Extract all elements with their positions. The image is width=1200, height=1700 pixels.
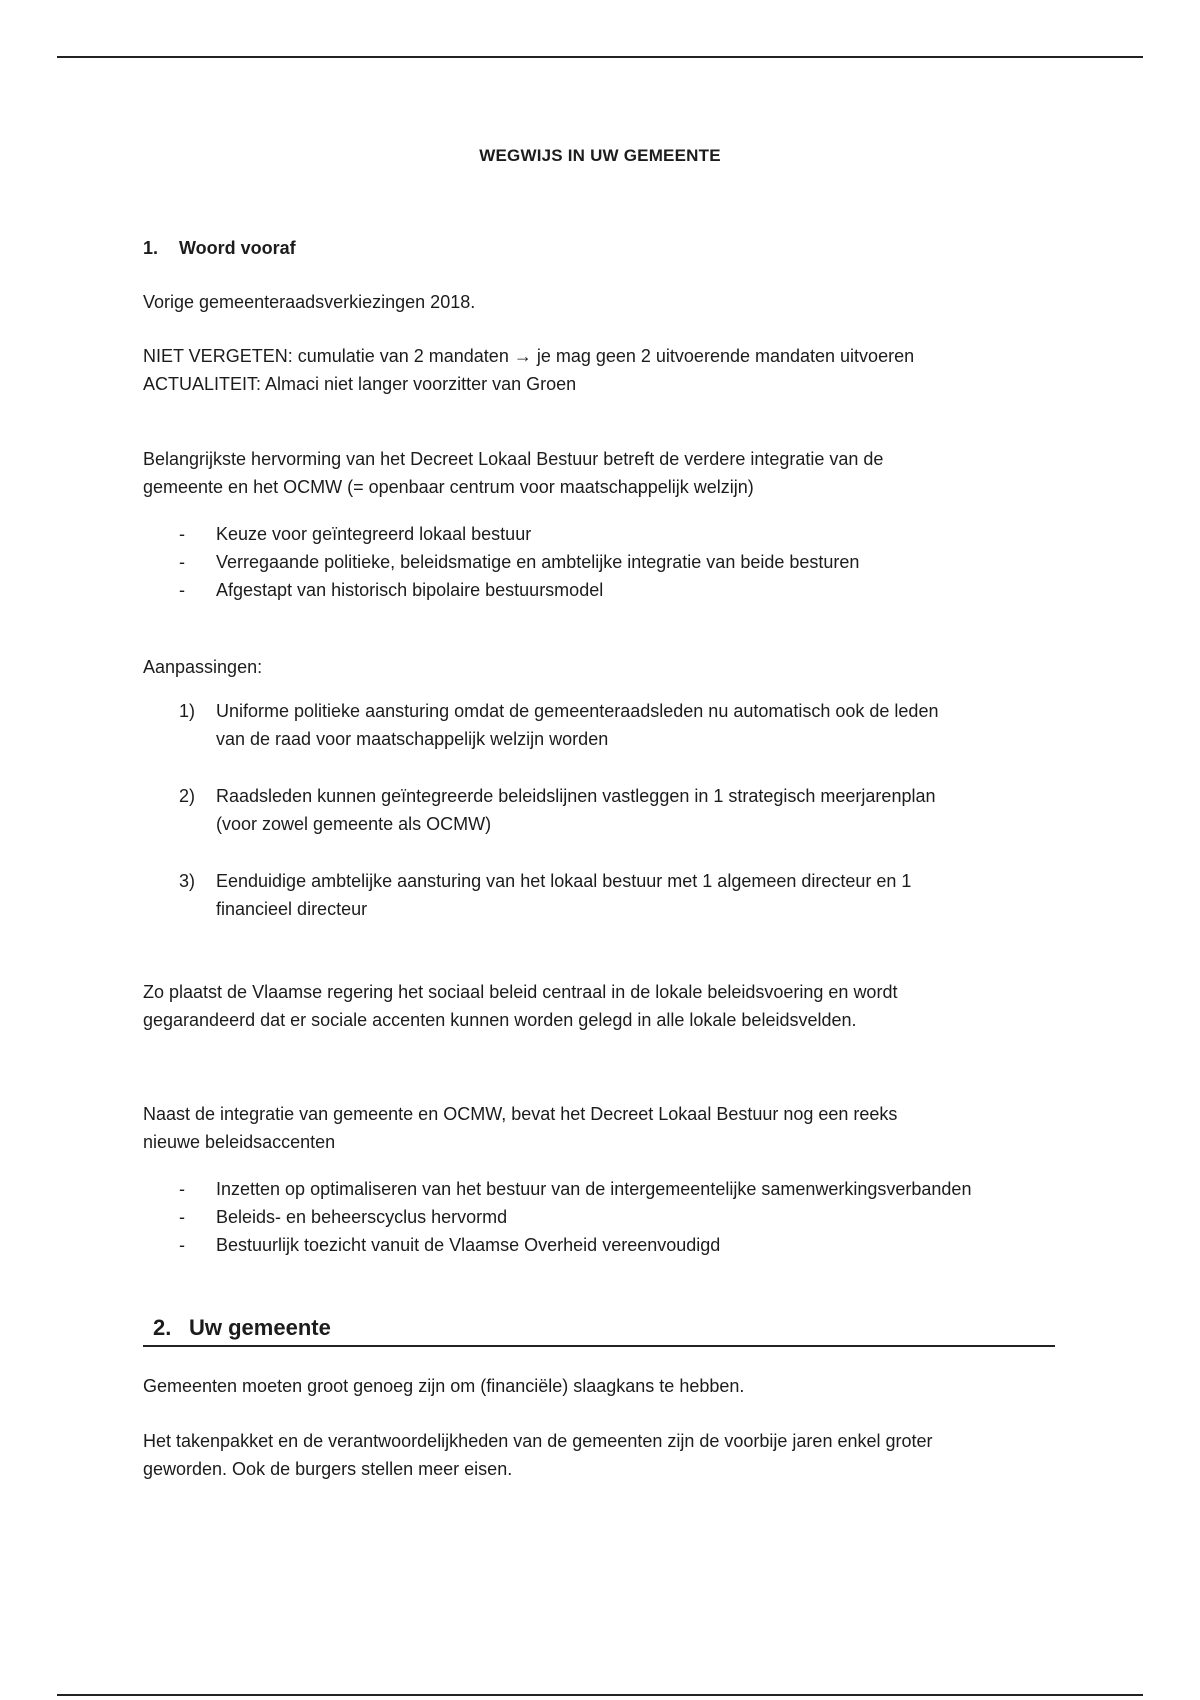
list-item-text: Afgestapt van historisch bipolaire bestuursmodel (216, 580, 604, 600)
paragraph-aanpassingen: Aanpassingen: (143, 657, 263, 677)
list-item-line: Uniforme politieke aansturing omdat de gemeenteraadsleden nu automatisch ook de leden (216, 701, 939, 721)
paragraph-takenpakket (143, 1427, 933, 1483)
line-takenpakket-1: Het takenpakket en de verantwoordelijkheden van de gemeenten zijn de voorbije jaren enkel groter (143, 1431, 933, 1451)
list-item (143, 867, 938, 923)
list-item-text: Beleids- en beheerscyclus hervormd (216, 1207, 508, 1227)
line-hervorming-2: gemeente en het OCMW (= openbaar centrum voor maatschappelijk welzijn) (143, 477, 754, 497)
paragraph-niet-vergeten-actualiteit (143, 342, 914, 398)
bullet-marker: - (179, 1207, 185, 1227)
line-naast-2: nieuwe beleidsaccenten (143, 1132, 336, 1152)
list-item (143, 697, 938, 753)
paragraph-naast-integratie (143, 1100, 897, 1156)
list-item-line: financieel directeur (216, 899, 368, 919)
list-item-text: Verregaande politieke, beleidsmatige en ambtelijke integratie van beide besturen (216, 552, 860, 572)
list-item (143, 1231, 971, 1259)
number-marker: 2) (179, 786, 196, 806)
bullet-marker: - (179, 524, 185, 544)
document-title: WEGWIJS IN UW GEMEENTE (479, 146, 721, 165)
paragraph-gemeenten-groot-genoeg: Gemeenten moeten groot genoeg zijn om (financiële) slaagkans te hebben. (143, 1376, 745, 1396)
list-item (143, 782, 938, 838)
line-actualiteit: ACTUALITEIT: Almaci niet langer voorzitter van Groen (143, 374, 577, 394)
list-item-line: Raadsleden kunnen geïntegreerde beleidslijnen vastleggen in 1 strategisch meerjarenplan (216, 786, 936, 806)
line-takenpakket-2: geworden. Ook de burgers stellen meer eisen. (143, 1459, 513, 1479)
list-item-text: Bestuurlijk toezicht vanuit de Vlaamse Overheid vereenvoudigd (216, 1235, 721, 1255)
line-vlaamse-1: Zo plaatst de Vlaamse regering het sociaal beleid centraal in de lokale beleidsvoering en wordt (143, 982, 898, 1002)
list-item (143, 1175, 971, 1203)
section-2-title: Uw gemeente (189, 1315, 331, 1340)
paragraph-vorige-verkiezingen: Vorige gemeenteraadsverkiezingen 2018. (143, 292, 476, 312)
bullet-marker: - (179, 1235, 185, 1255)
section-1-number: 1. (143, 238, 159, 258)
bullet-marker: - (179, 1179, 185, 1199)
line-naast-1: Naast de integratie van gemeente en OCMW, bevat het Decreet Lokaal Bestuur nog een reeks (143, 1104, 898, 1124)
bullet-marker: - (179, 552, 185, 572)
line-hervorming-1: Belangrijkste hervorming van het Decreet Lokaal Bestuur betreft de verdere integratie van de (143, 449, 884, 469)
list-item-line: van de raad voor maatschappelijk welzijn worden (216, 729, 609, 749)
bullet-marker: - (179, 580, 185, 600)
list-item (143, 1203, 971, 1231)
page-bottom-rule (57, 1694, 1143, 1696)
line-niet-vergeten: NIET VERGETEN: cumulatie van 2 mandaten → je mag geen 2 uitvoerende mandaten uitvoeren (143, 346, 915, 366)
list-item (143, 520, 859, 548)
section-2-heading (143, 1313, 1055, 1347)
paragraph-hervorming (143, 445, 883, 501)
section-2-number: 2. (153, 1315, 172, 1340)
bullet-list-integratie (143, 520, 859, 604)
list-item-text: Keuze voor geïntegreerd lokaal bestuur (216, 524, 532, 544)
list-item (143, 576, 859, 604)
number-marker: 1) (179, 701, 196, 721)
line-vlaamse-2: gegarandeerd dat er sociale accenten kunnen worden gelegd in alle lokale beleidsvelden. (143, 1010, 857, 1030)
section-1-title: Woord vooraf (179, 238, 296, 258)
numbered-list-aanpassingen (143, 697, 938, 923)
page-top-rule (57, 56, 1143, 58)
list-item-line: Eenduidige ambtelijke aansturing van het lokaal bestuur met 1 algemeen directeur en 1 (216, 871, 912, 891)
number-marker: 3) (179, 871, 196, 891)
paragraph-vlaamse-regering (143, 978, 897, 1034)
list-item-text: Inzetten op optimaliseren van het bestuur van de intergemeentelijke samenwerkingsverbanden (216, 1179, 972, 1199)
section-1-heading (143, 234, 296, 262)
bullet-list-beleidsaccenten (143, 1175, 971, 1259)
list-item-line: (voor zowel gemeente als OCMW) (216, 814, 492, 834)
list-item (143, 548, 859, 576)
